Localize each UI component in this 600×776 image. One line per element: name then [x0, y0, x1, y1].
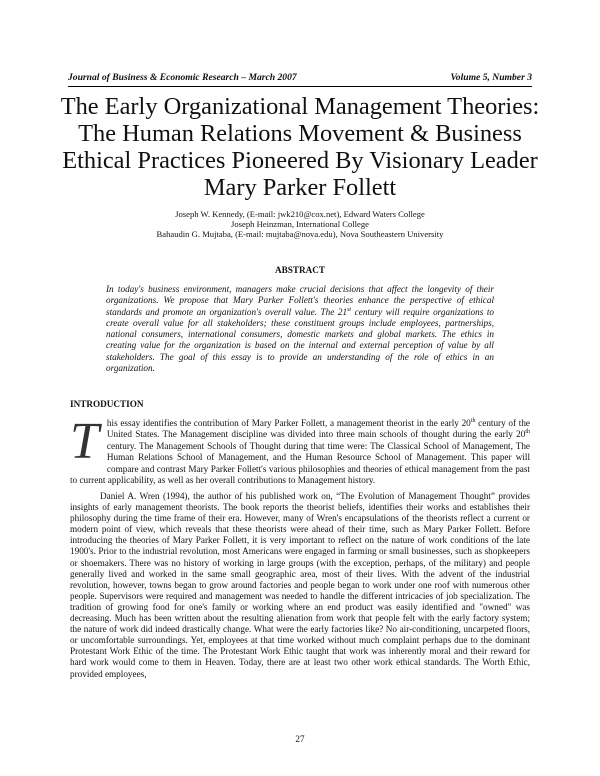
- author-line: Bahaudin G. Mujtaba, (E-mail: mujtaba@nova.edu), Nova Southeastern University: [156, 229, 444, 240]
- abstract-text-part: century will require organizations to create overall value for all stakeholders; these constituent groups include employees, partnerships, national consumers, international consumers, domestic markets and global markets. The ethics in creating value for the organization is based on the internal and external perception of value by all stakeholders. The goal of this essay is to provide an understanding of the role of ethics in an organization.: [106, 306, 494, 374]
- ordinal-superscript: th: [470, 417, 476, 424]
- volume-number: Volume 5, Number 3: [450, 72, 532, 83]
- author-line: Joseph W. Kennedy, (E-mail: jwk210@cox.net), Edward Waters College: [175, 209, 425, 219]
- paper-title: The Early Organizational Management Theories: The Human Relations Movement & Business Ethical Practices Pioneered By Visionary Leader Mary Parker Follett: [60, 93, 540, 201]
- header-rule: [68, 86, 532, 87]
- paragraph-text-part: century of the United States. The Management discipline was divided into three main schools of thought during the early 20: [106, 418, 530, 440]
- ordinal-superscript: th: [525, 429, 530, 436]
- abstract-superscript: st: [347, 306, 352, 313]
- author-line: Joseph Heinzman, International College: [231, 219, 369, 230]
- abstract-heading: ABSTRACT: [274, 265, 326, 275]
- abstract-text: [106, 284, 494, 374]
- introduction-paragraph-1: [70, 413, 530, 486]
- abstract-text-part: In today's business environment, managers make crucial decisions that affect the longevity of their organizations. We propose that Mary Parker Follett's theories enhance the perspective of ethical standards and promote an organization's overall value. The 21: [106, 284, 494, 317]
- paragraph-text-part: century. The Management Schools of Thought during that time were: The Classical School of Management, The Human Relations School of Management, and the Human Resource School of Management. This paper will compare and contrast Mary Parker Follett's various philosophies and theories of ethical management from the past to current applicability, as well as her overall contributions to Management history.: [70, 440, 530, 486]
- author-block: [100, 209, 500, 240]
- page-number: 27: [295, 734, 305, 744]
- drop-cap: T: [70, 413, 99, 470]
- introduction-paragraph-2: Daniel A. Wren (1994), the author of his published work on, “The Evolution of Management Thought” provides insights of early management theorists. The book reports the theorist beliefs, identifies their works and establishes their philosophy during the time frame of their era. However, many of Wren's encapsulations of the theorists reflect a current or modern point of view, which reveals that these theorists were ahead of their time, such as Mary Parker Follett. Before introducing the theories of Mary Parker Follett, it is very important to reflect on the nature of work conditions of the late 1900's. Prior to the industrial revolution, most Americans were engaged in farming or small businesses, such as shopkeepers or shoemakers. There was no history of working in large groups (with the exception, perhaps, of the military) and people generally lived and worked in the same small geographic area, most of their lives. With the advent of the industrial revolution, however, towns began to grow around factories and people began to work under one roof with numerous other people. Supervisors were required and management was needed to handle the different intricacies of job specialization. The tradition of growing food for one's family or working where an end product was easily identified and "owned" was decreasing. Much has been written about the resulting alienation from work that people felt with the early factory system; the nature of work did indeed drastically change. What were the early factories like? No air-conditioning, uncarpeted floors, or uncomfortable surroundings. Yet, employees at that time worked without much complaint perhaps due to the dominant Protestant Work Ethic of the time. The Protestant Work Ethic taught that work was inherently moral and their reward for hard work would come to them in Heaven. Today, there are at least two other work ethical standards. The Worth Ethic, provided employees,: [70, 491, 530, 679]
- introduction-heading: INTRODUCTION: [70, 399, 144, 409]
- journal-name: Journal of Business & Economic Research – March 2007: [68, 72, 297, 83]
- paragraph-text-part: his essay identifies the contribution of Mary Parker Follett, a management theorist in the early 20: [106, 418, 471, 428]
- running-header: [68, 72, 532, 86]
